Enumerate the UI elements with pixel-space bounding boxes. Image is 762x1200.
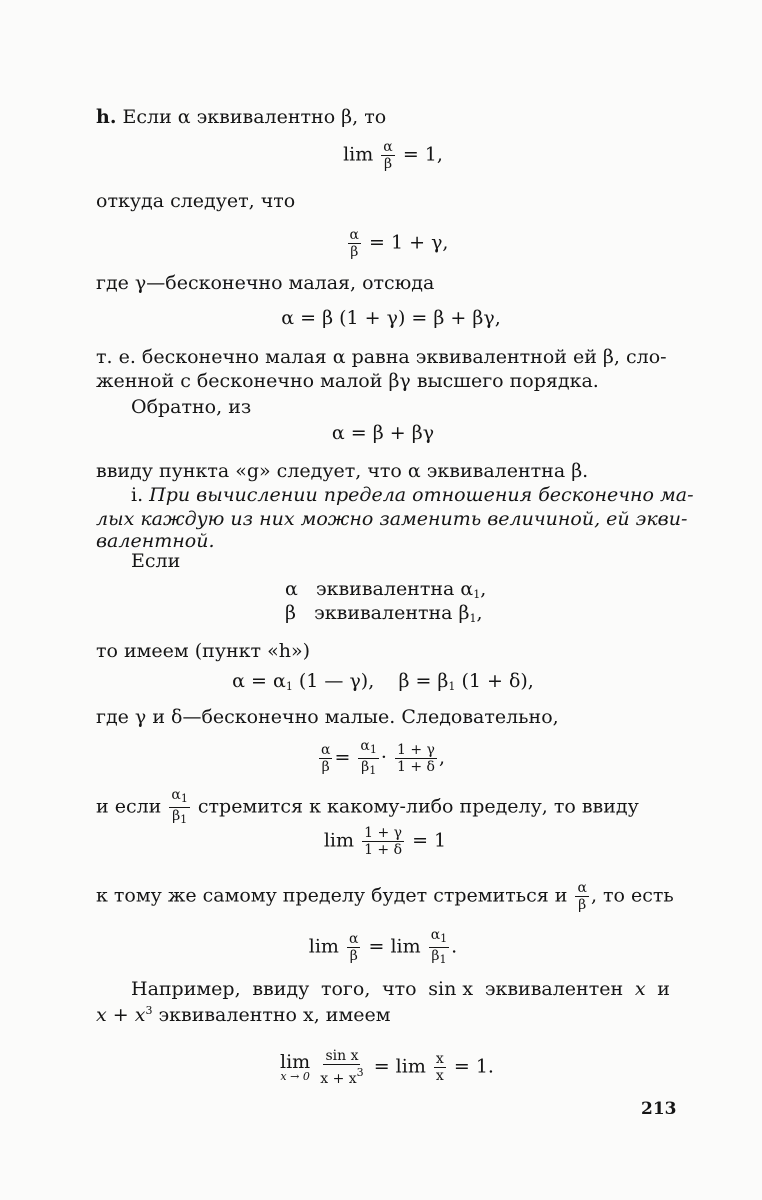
text-where: где γ—бесконечно малая, отсюда	[96, 272, 435, 294]
post: , то есть	[590, 884, 674, 907]
punct: .	[451, 935, 458, 958]
fraction	[318, 1049, 365, 1086]
item-h-text: Если α эквивалентно β, то	[122, 106, 387, 128]
lim: lim	[280, 1051, 311, 1073]
item-h	[96, 105, 386, 129]
subscript: 1	[285, 680, 293, 693]
text-and-if	[96, 788, 639, 827]
subscript: 1	[473, 588, 481, 601]
numerator: α	[383, 139, 393, 155]
text-where-2: где γ и δ—бесконечно малые. Следовательно,	[96, 706, 559, 728]
n: α	[430, 927, 441, 943]
left-rest: (1 — γ),	[292, 670, 375, 692]
equivalence-beta	[285, 601, 483, 631]
punct: ,	[476, 602, 483, 624]
lim: lim	[343, 143, 374, 166]
paragraph-1-line-2: женной с бесконечно малой βγ высшего порядка.	[96, 370, 599, 392]
word: x	[634, 978, 646, 1000]
subscript: 1	[448, 680, 456, 693]
denominator: β	[383, 156, 393, 172]
word: что	[382, 978, 417, 1000]
d: x + x	[320, 1071, 357, 1087]
d: β	[361, 759, 370, 775]
fraction	[358, 739, 378, 778]
equation-8	[2, 928, 762, 967]
text-by-point-g: ввиду пункта «g» следует, что α эквивалентна β.	[96, 460, 589, 482]
denominator: β	[349, 948, 358, 964]
example-line-2	[96, 999, 391, 1027]
lim: lim	[323, 829, 355, 852]
numerator: sin x	[325, 1048, 359, 1064]
superscript: 3	[145, 1004, 153, 1017]
fraction	[434, 1052, 446, 1083]
item-i-line-1	[131, 483, 694, 507]
post: стремится к какому-либо пределу, то ввиду	[197, 795, 639, 818]
word: того,	[320, 978, 371, 1000]
numerator: x	[435, 1051, 444, 1067]
denominator: β	[578, 897, 587, 913]
subscript: 1	[369, 764, 377, 777]
fraction	[169, 788, 189, 827]
text: эквивалентно x, имеем	[152, 1004, 391, 1026]
subscript: 1	[180, 813, 188, 826]
denominator: 1 + δ	[396, 759, 435, 775]
punct: ,	[438, 746, 445, 769]
equation-9	[6, 1049, 762, 1086]
denominator	[429, 948, 448, 967]
pre: к тому же самому пределу будет стремиться и	[96, 884, 568, 907]
d: β	[431, 948, 440, 964]
fraction	[381, 140, 394, 171]
d: β	[172, 808, 181, 824]
fraction	[395, 743, 437, 774]
page-number: 213	[641, 1099, 677, 1119]
numerator: α	[577, 880, 587, 896]
equation-6: $\frac{\alpha}{\beta}$ = $\frac{\alpha_1}{\beta_1}$ · $\frac{1 + \gamma}{1 + \delta}$ ,	[320, 738, 445, 777]
rhs: = 1 + γ,	[369, 231, 449, 254]
n: α	[360, 738, 370, 754]
word: эквивалентна	[314, 602, 453, 624]
equation-3: α = β (1 + γ) = β + βγ,	[281, 307, 501, 329]
subscript: 1	[440, 932, 448, 945]
pre: и если	[96, 795, 162, 818]
text-then-we-have: то имеем (пункт «h»)	[96, 640, 310, 662]
text-same-limit	[96, 881, 674, 912]
fraction	[348, 228, 361, 259]
symbol: β	[458, 602, 470, 624]
expr: x + x	[96, 1004, 146, 1026]
word: эквивалентна	[315, 578, 455, 600]
lim-with-subscript	[280, 1053, 310, 1082]
symbol: α	[285, 578, 298, 600]
superscript: 3	[356, 1066, 364, 1079]
word: и	[657, 978, 670, 1000]
punct: ,	[480, 578, 487, 600]
numerator: 1 + γ	[364, 825, 402, 841]
lim-under: x → 0	[280, 1070, 310, 1083]
right-rest: (1 + δ),	[455, 670, 534, 692]
equation-5	[2, 669, 762, 699]
subscript: 1	[180, 792, 188, 805]
fraction	[429, 928, 449, 967]
rhs: = 1.	[453, 1055, 494, 1078]
line-text: т. е. бесконечно малая α равна эквивалентной ей β, сло-	[96, 346, 667, 368]
rhs: = 1,	[402, 143, 443, 166]
example-line-1	[131, 977, 670, 1001]
word: эквивалентен	[484, 978, 624, 1000]
numerator	[429, 928, 449, 948]
lim: lim	[308, 935, 339, 958]
left: α = α	[232, 670, 286, 692]
numerator	[358, 739, 378, 759]
denominator: β	[350, 244, 359, 260]
right: β = β	[398, 670, 449, 692]
item-h-marker: h.	[96, 106, 117, 128]
subscript: 1	[369, 743, 377, 756]
word: sin x	[428, 978, 474, 1000]
subscript: 1	[469, 612, 477, 625]
equation-1	[12, 140, 762, 171]
word: Например,	[131, 978, 241, 1000]
denominator: β	[321, 759, 330, 775]
mid: = lim	[373, 1055, 426, 1078]
denominator	[318, 1065, 365, 1086]
symbol: β	[285, 602, 296, 624]
numerator	[169, 788, 189, 808]
denominator	[359, 759, 378, 778]
word: ввиду	[252, 978, 310, 1000]
text-if: Если	[131, 550, 181, 572]
text-conversely: Обратно, из	[131, 396, 252, 418]
text-whence: откуда следует, что	[96, 190, 296, 212]
fraction	[347, 932, 360, 963]
lim: = lim	[368, 935, 421, 958]
symbol: α	[460, 578, 474, 600]
paragraph-1-line-1	[96, 345, 670, 369]
denominator: x	[435, 1068, 444, 1084]
numerator: 1 + γ	[397, 742, 435, 758]
fraction	[319, 743, 332, 774]
fraction	[362, 826, 404, 857]
n: α	[171, 787, 181, 803]
item-i-marker: i.	[131, 484, 144, 506]
numerator: α	[349, 227, 359, 243]
numerator: α	[320, 742, 331, 758]
subscript: 1	[439, 953, 447, 966]
fraction	[575, 881, 588, 912]
item-i-text: При вычислении предела отношения бесконечно ма-	[149, 484, 694, 506]
denominator	[170, 808, 189, 827]
equation-7	[4, 826, 762, 857]
numerator: α	[349, 931, 359, 947]
equation-4: α = β + βγ	[331, 422, 435, 444]
equation-2	[16, 228, 762, 259]
denominator: 1 + δ	[364, 842, 403, 858]
item-i-line-3: валентной.	[96, 530, 215, 552]
item-i-line-2: лых каждую из них можно заменить величиной, ей экви-	[96, 508, 688, 530]
rhs: = 1	[412, 829, 447, 852]
